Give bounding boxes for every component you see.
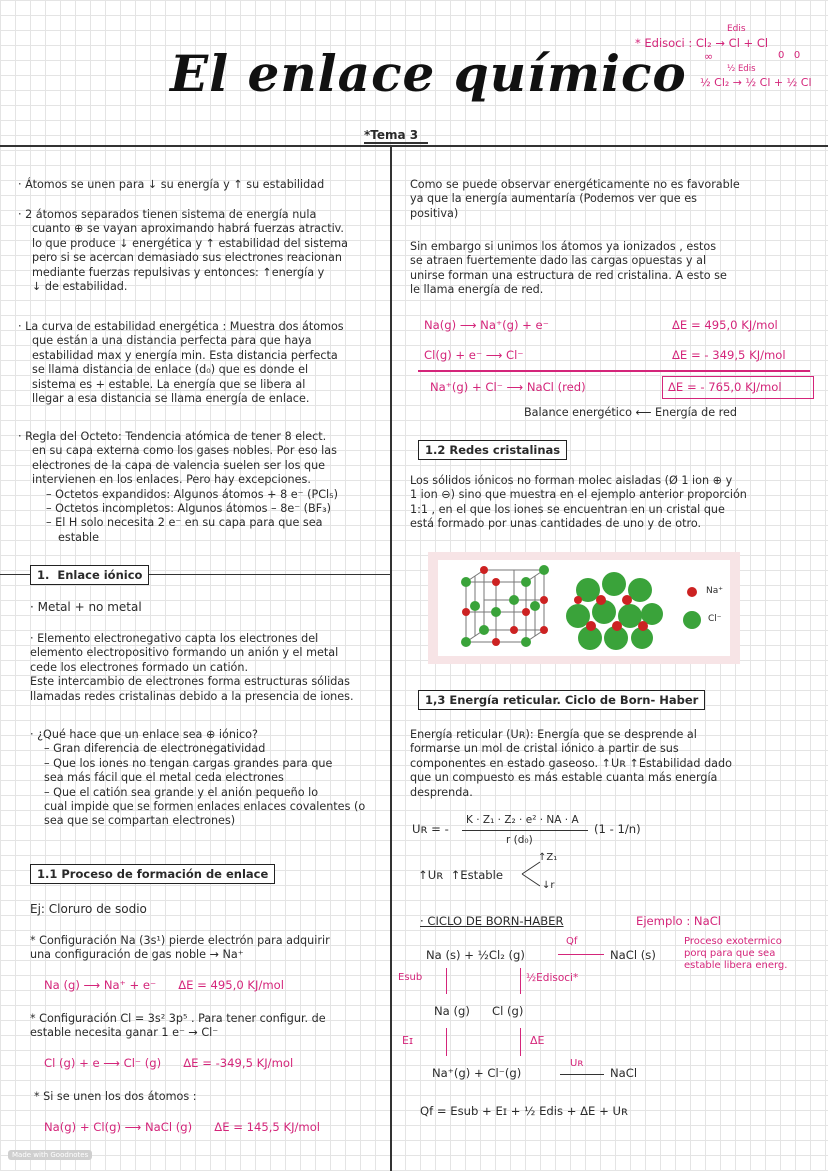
tema-underline [364,142,428,144]
para-lattice-energy-intro: Sin embargo si unimos los átomos ya ionizados , estos se atraen fuertemente dado las cargas opuestas y al unirse forman una estructura de red cristalina. A esto se le llama energía de red. [410,240,727,297]
text-atoms-union: · Átomos se unen para ↓ su energía y ↑ su estabilidad [18,178,325,191]
eq2-left: Cl(g) + e⁻ ⟶ Cl⁻ [424,348,524,362]
fraction-bar [462,830,588,831]
born-haber-title: · CICLO DE BORN-HABER [420,914,564,928]
formula-tail: (1 - 1/n) [594,822,641,836]
half-edis-label: ½ Edis [727,64,756,74]
legend-cl: Cl⁻ [708,614,722,624]
formula-numerator: K · Z₁ · Z₂ · e² · NA · A [466,814,579,826]
eq1-left: Na(g) ⟶ Na⁺(g) + e⁻ [424,318,549,332]
qf-equation: Qf = Esub + Eɪ + ½ Edis + ΔE + Uʀ [420,1104,628,1118]
cycle-gas-atoms: Na (g) Cl (g) [434,1004,524,1018]
edis-label: Edis [727,24,746,34]
para-stability-curve: · La curva de estabilidad energética : Muestra dos átomos que están a una distancia perfecta para que haya estabilidad max y energía min. Esta distancia perfecta se llama distancia de enlace (d₀) que es donde el sistema es + estable. La energía que se libera al llegar a esa distancia se llama energía de enlace. [18,320,344,406]
text-down-r: ↓r [542,880,555,891]
goodnotes-watermark: Made with Goodnotes [8,1150,92,1160]
equation-nacl-gas: Na(g) + Cl(g) ⟶ NaCl (g) ΔE = 145,5 KJ/mol [44,1120,321,1134]
edisoci-arrow [520,968,521,994]
infinity-mark: ∞ [704,50,714,63]
text-atoms-join: * Si se unen los dos átomos : [34,1090,197,1103]
eq2-right: ΔE = - 349,5 KJ/mol [672,348,786,362]
para-ionic-conditions: · ¿Qué hace que un enlace sea ⊕ iónico? – Gran diferencia de electronegatividad – Que los iones no tengan cargas grandes para que sea más fácil que el metal ceda electrones – Que el catión sea grande y el anión pequeño lo cual impide que se formen enlaces enlaces covalentes (o sea que se compartan electrones) [30,728,366,828]
legend-na: Na⁺ [706,586,723,596]
section-1-heading: 1. Enlace iónico [30,565,149,585]
crystal-image-panel [438,560,730,656]
zero-marks: 0 0 [778,50,801,61]
exothermic-note: Proceso exotermico porq para que sea estable libera energ. [684,936,788,971]
ei-label: Eɪ [402,1034,414,1047]
eq1-right: ΔE = 495,0 KJ/mol [672,318,778,332]
header-divider [0,145,828,147]
qf-arrow [558,954,604,955]
para-energy-system: · 2 átomos separados tienen sistema de energía nula cuanto ⊕ se vayan aproximando habrá fuerzas atractiv. lo que produce ↓ energética y ↑ estabilidad del sistema pero si se acercan demasiado sus electrones reacionan mediante fuerzas repulsivas y entonces: ↑energía y ↓ de estabilidad. [18,208,348,294]
para-reticular-energy: Energía reticular (Uʀ): Energía que se desprende al formarse un mol de cristal iónico a partir de sus componentes en estado gaseoso. ↑Uʀ ↑Estabilidad dado que un compuesto es más estable cuanta más energía desprenda. [410,728,732,799]
para-ionic-solids: Los sólidos iónicos no forman molec aisladas (Ø 1 ion ⊕ y 1 ion ⊖) sino que muestra en el ejemplo anterior proporción 1:1 , en el que los iones se encuentran en un cristal que está formado por unas cantidades de uno y de otro. [410,474,747,531]
text-energy-balance: Balance energético ⟵ Energía de red [524,406,738,419]
branch-lines [520,856,542,892]
eq3-left: Na⁺(g) + Cl⁻ ⟶ NaCl (red) [430,380,586,394]
half-edisoci-label: ½Edisoci* [526,972,579,984]
equation-cl-affinity: Cl (g) + e ⟶ Cl⁻ (g) ΔE = -349,5 KJ/mol [44,1056,294,1070]
text-example-nacl: Ej: Cloruro de sodio [30,902,147,916]
qf-label: Qf [566,936,578,947]
eq3-result-box [662,376,814,399]
text-ur-estable: ↑Uʀ ↑Estable [418,868,504,882]
half-edisoci-formula: ½ Cl₂ → ½ Cl + ½ Cl [700,76,812,89]
column-divider [390,145,392,1171]
formula-denominator: r (d₀) [506,834,533,846]
equation-na-ionization: Na (g) ⟶ Na⁺ + e⁻ ΔE = 495,0 KJ/mol [44,978,284,992]
para-config-cl: * Configuración Cl = 3s² 3p⁵ . Para tener configur. de estable necesita ganar 1 e⁻ → Cl⁻ [30,1012,326,1040]
section-1-1-heading: 1.1 Proceso de formación de enlace [30,864,275,884]
sum-rule [418,370,810,372]
ei-arrow [446,1028,447,1056]
delta-e-label: ΔE [530,1034,545,1047]
cycle-nacl: NaCl [610,1066,638,1080]
para-config-na: * Configuración Na (3s¹) pierde electrón para adquirir una configuración de gas noble → Na⁺ [30,934,330,962]
de-arrow [520,1028,521,1056]
text-up-z: ↑Z₁ [538,852,558,863]
cycle-top-reactants: Na (s) + ½Cl₂ (g) [426,948,525,962]
edisoci-formula: * Edisoci : Cl₂ → Cl + Cl [635,36,769,50]
para-electron-exchange: · Elemento electronegativo capta los electrones del elemento electropositivo formando un anión y el metal cede los electrones formado un catión. Este intercambio de electrones forma estructuras sólidas llamadas redes cristalinas debido a la presencia de iones. [30,632,354,703]
tema-label: *Tema 3 [364,128,419,142]
cycle-gas-ions: Na⁺(g) + Cl⁻(g) [432,1066,522,1080]
nacl-lattice-diagram [438,560,730,656]
ur-arrow [560,1074,604,1075]
para-octet-rule: · Regla del Octeto: Tendencia atómica de tener 8 elect. en su capa externa como los gases nobles. Por eso las electrones de la capa de valencia suelen ser los que intervienen en los enlaces. Pero hay excepciones. – Octetos expandidos: Algunos átomos + 8 e⁻ (PCl₅) – Octetos incompletos: Algunos átomos – 8e⁻ (BF₃) – El H solo necesita 2 e⁻ en su capa para que sea estable [18,430,338,544]
text-metal-nonmetal: · Metal + no metal [30,600,142,614]
born-haber-example: Ejemplo : NaCl [636,914,722,928]
ur-label: Uʀ [570,1058,584,1069]
para-not-favorable: Como se puede observar energéticamente no es favorable ya que la energía aumentaría (Podemos ver que es positiva) [410,178,740,220]
section-1-2-heading: 1.2 Redes cristalinas [418,440,567,460]
crystal-image-frame [428,552,740,664]
eq3-right: ΔE = - 765,0 KJ/mol [668,380,782,394]
section-1-3-heading: 1,3 Energía reticular. Ciclo de Born- Haber [418,690,705,710]
esub-arrow [446,968,447,994]
page-title: El enlace químico [170,44,687,103]
esub-label: Esub [398,972,423,983]
formula-lhs: Uʀ = - [412,822,449,836]
cycle-nacl-solid: NaCl (s) [610,948,656,962]
